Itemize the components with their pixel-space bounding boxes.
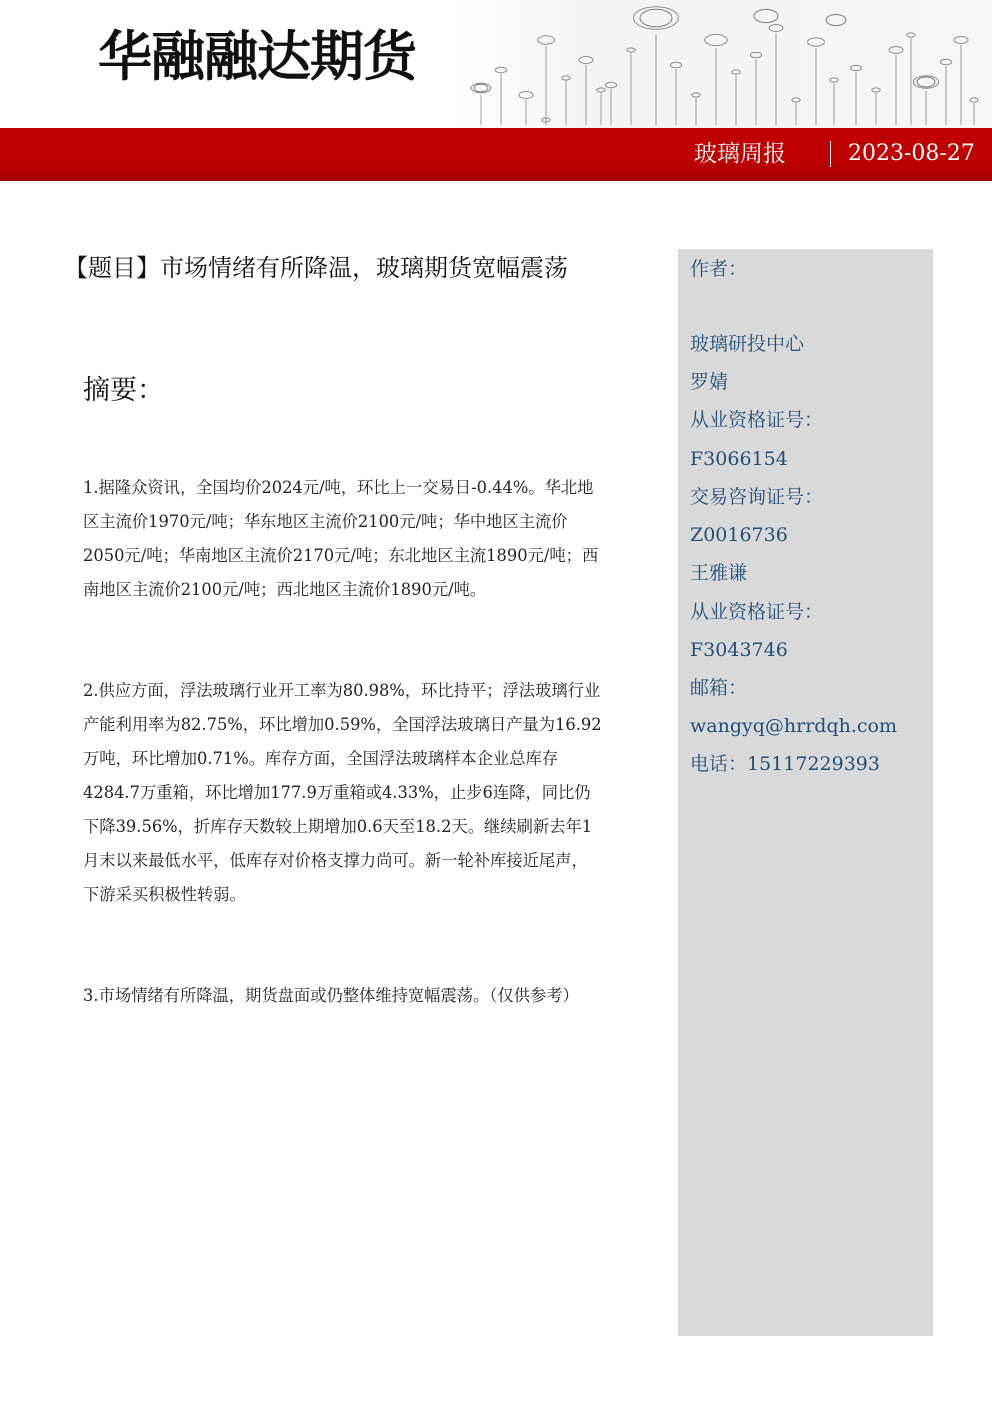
email-label: 邮箱： (690, 677, 748, 699)
summary-paragraph-3: 3.市场情绪有所降温，期货盘面或仍整体维持宽幅震荡。（仅供参考） (83, 986, 579, 1005)
phone-number: 电话：15117229393 (690, 753, 880, 775)
qualification-number-1: F3066154 (690, 448, 788, 470)
summary-paragraph-2: 2.供应方面，浮法玻璃行业开工率为80.98%，环比持平；浮法玻璃行业产能利用率为82.75%，环比增加0.59%，全国浮法玻璃日产量为16.92万吨，环比增加0.71%。库存方面，全国浮法玻璃样本企业总库存4284.7万重箱，环比增加177.9万重箱或4.33%，止步6连降，同比仍下降39.56%，折库存天数较上期增加0.6天至18.2天。继续刷新去年1月末以来最低水平，低库存对价格支撑力尚可。新一轮补库接近尾声，下游采买积极性转弱。 (83, 681, 602, 904)
report-date: 2023-08-27 (848, 141, 975, 166)
header-divider (830, 141, 831, 167)
qualification-label-2: 从业资格证号： (690, 601, 824, 623)
research-center: 玻璃研投中心 (690, 333, 805, 355)
header-decoration (456, 0, 992, 130)
brand-logo: 华融融达期货 (98, 25, 416, 88)
summary-heading: 摘要： (83, 375, 164, 406)
author-label: 作者： (690, 258, 748, 280)
qualification-number-2: F3043746 (690, 639, 788, 661)
decorative-circles-graphic (456, 0, 992, 130)
consulting-label: 交易咨询证号： (690, 486, 824, 508)
qualification-label-1: 从业资格证号： (690, 409, 824, 431)
header-red-bar (0, 128, 992, 181)
summary-paragraph-1: 1.据隆众资讯，全国均价2024元/吨，环比上一交易日-0.44%。华北地区主流价1970元/吨；华东地区主流价2100元/吨；华中地区主流价2050元/吨；华南地区主流价2170元/吨；东北地区主流1890元/吨；西南地区主流价2100元/吨；西北地区主流价1890元/吨。 (83, 478, 599, 599)
report-type: 玻璃周报 (694, 141, 786, 167)
report-title: 【题目】市场情绪有所降温，玻璃期货宽幅震荡 (64, 254, 568, 282)
email-address[interactable]: wangyq@hrrdqh.com (690, 715, 897, 737)
consulting-number: Z0016736 (690, 524, 788, 546)
author-1-name: 罗婧 (690, 371, 729, 393)
author-2-name: 王雅谦 (690, 562, 748, 584)
